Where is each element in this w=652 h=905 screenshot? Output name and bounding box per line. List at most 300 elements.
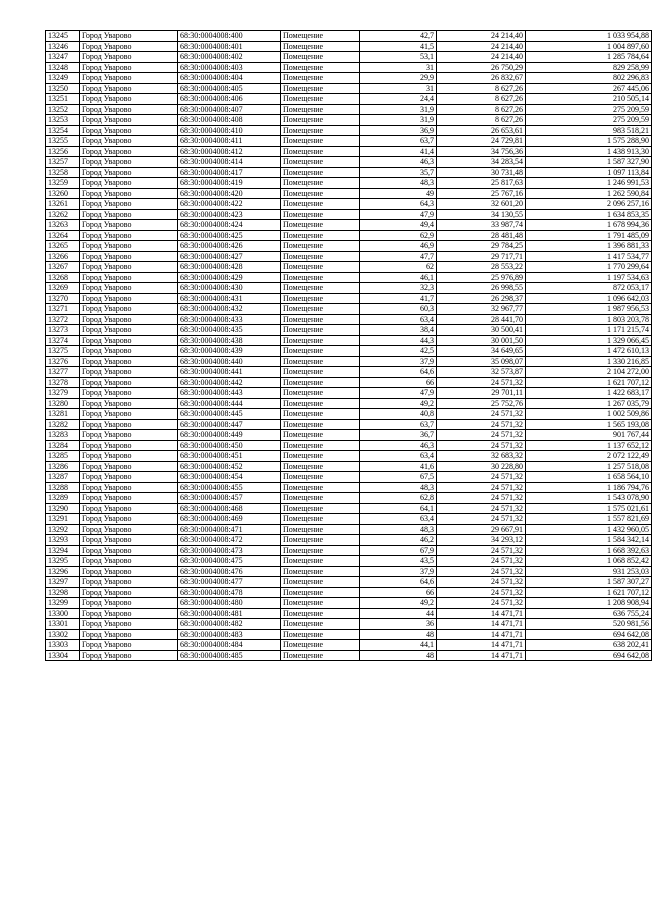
cell-cadastral-value: 694 642,08 <box>526 629 652 640</box>
cell-city: Город Уварово <box>80 178 178 189</box>
cell-cadastral-value: 931 253,03 <box>526 566 652 577</box>
cell-cadastral-value: 1 575 021,61 <box>526 503 652 514</box>
cell-cadastral-value: 1 004 897,60 <box>526 41 652 52</box>
cell-cadastral-value: 1 472 610,13 <box>526 346 652 357</box>
cell-city: Город Уварово <box>80 251 178 262</box>
cell-object-type: Помещение <box>281 503 360 514</box>
cell-cadastral-value: 1 803 203,78 <box>526 314 652 325</box>
table-row <box>46 451 652 462</box>
cell-object-type: Помещение <box>281 178 360 189</box>
cell-area: 32,3 <box>360 283 437 294</box>
cell-cadastral-number: 68:30:0004008:469 <box>178 514 281 525</box>
cell-unit-value: 30 001,50 <box>437 335 526 346</box>
cell-row-number: 13250 <box>46 83 80 94</box>
cell-unit-value: 30 731,48 <box>437 167 526 178</box>
cell-cadastral-value: 1 432 960,05 <box>526 524 652 535</box>
cell-row-number: 13277 <box>46 367 80 378</box>
cell-cadastral-number: 68:30:0004008:431 <box>178 293 281 304</box>
cell-row-number: 13262 <box>46 209 80 220</box>
cell-cadastral-value: 1 330 216,85 <box>526 356 652 367</box>
cell-area: 62,9 <box>360 230 437 241</box>
cell-cadastral-number: 68:30:0004008:476 <box>178 566 281 577</box>
cell-cadastral-value: 1 575 288,90 <box>526 136 652 147</box>
cell-cadastral-value: 1 438 913,30 <box>526 146 652 157</box>
cell-cadastral-number: 68:30:0004008:445 <box>178 409 281 420</box>
cell-area: 62 <box>360 262 437 273</box>
cell-cadastral-number: 68:30:0004008:471 <box>178 524 281 535</box>
cell-unit-value: 34 649,65 <box>437 346 526 357</box>
cell-unit-value: 24 571,32 <box>437 409 526 420</box>
cell-cadastral-value: 1 197 534,63 <box>526 272 652 283</box>
table-row <box>46 41 652 52</box>
table-row <box>46 241 652 252</box>
cell-row-number: 13295 <box>46 556 80 567</box>
cell-cadastral-value: 1 678 994,36 <box>526 220 652 231</box>
table-row <box>46 650 652 661</box>
cell-object-type: Помещение <box>281 199 360 210</box>
cell-row-number: 13254 <box>46 125 80 136</box>
table-row <box>46 461 652 472</box>
cell-cadastral-number: 68:30:0004008:468 <box>178 503 281 514</box>
cell-row-number: 13302 <box>46 629 80 640</box>
cell-cadastral-value: 1 770 299,64 <box>526 262 652 273</box>
cell-object-type: Помещение <box>281 650 360 661</box>
table-row <box>46 503 652 514</box>
cell-cadastral-value: 636 755,24 <box>526 608 652 619</box>
cell-row-number: 13256 <box>46 146 80 157</box>
cell-cadastral-value: 802 296,83 <box>526 73 652 84</box>
cell-city: Город Уварово <box>80 199 178 210</box>
cell-cadastral-value: 1 634 853,35 <box>526 209 652 220</box>
cell-cadastral-number: 68:30:0004008:485 <box>178 650 281 661</box>
cell-object-type: Помещение <box>281 188 360 199</box>
cell-city: Город Уварово <box>80 94 178 105</box>
cell-unit-value: 24 571,32 <box>437 598 526 609</box>
table-row <box>46 199 652 210</box>
cell-cadastral-value: 1 417 534,77 <box>526 251 652 262</box>
cell-area: 67,9 <box>360 545 437 556</box>
table-row <box>46 377 652 388</box>
cell-row-number: 13245 <box>46 31 80 42</box>
cell-unit-value: 8 627,26 <box>437 83 526 94</box>
cell-area: 66 <box>360 587 437 598</box>
cell-cadastral-number: 68:30:0004008:449 <box>178 430 281 441</box>
table-row <box>46 94 652 105</box>
cell-area: 49,4 <box>360 220 437 231</box>
cell-area: 38,4 <box>360 325 437 336</box>
table-row <box>46 367 652 378</box>
cell-area: 49 <box>360 188 437 199</box>
cell-area: 31,9 <box>360 104 437 115</box>
cell-city: Город Уварово <box>80 577 178 588</box>
cell-area: 36 <box>360 619 437 630</box>
cell-row-number: 13269 <box>46 283 80 294</box>
cell-cadastral-number: 68:30:0004008:452 <box>178 461 281 472</box>
cell-city: Город Уварово <box>80 461 178 472</box>
cell-cadastral-value: 1 171 215,74 <box>526 325 652 336</box>
cell-city: Город Уварово <box>80 545 178 556</box>
cell-cadastral-number: 68:30:0004008:408 <box>178 115 281 126</box>
cell-city: Город Уварово <box>80 430 178 441</box>
cell-area: 42,7 <box>360 31 437 42</box>
cell-area: 36,9 <box>360 125 437 136</box>
cell-cadastral-number: 68:30:0004008:441 <box>178 367 281 378</box>
cell-cadastral-number: 68:30:0004008:457 <box>178 493 281 504</box>
cell-city: Город Уварово <box>80 167 178 178</box>
cell-object-type: Помещение <box>281 440 360 451</box>
cell-cadastral-number: 68:30:0004008:427 <box>178 251 281 262</box>
cell-row-number: 13249 <box>46 73 80 84</box>
cell-cadastral-number: 68:30:0004008:425 <box>178 230 281 241</box>
cell-row-number: 13255 <box>46 136 80 147</box>
cell-area: 63,4 <box>360 514 437 525</box>
cell-area: 41,4 <box>360 146 437 157</box>
cell-cadastral-number: 68:30:0004008:435 <box>178 325 281 336</box>
cell-unit-value: 8 627,26 <box>437 94 526 105</box>
cell-object-type: Помещение <box>281 304 360 315</box>
cell-city: Город Уварово <box>80 325 178 336</box>
cell-cadastral-value: 275 209,59 <box>526 115 652 126</box>
cell-object-type: Помещение <box>281 241 360 252</box>
cell-row-number: 13265 <box>46 241 80 252</box>
cell-row-number: 13293 <box>46 535 80 546</box>
cell-area: 41,7 <box>360 293 437 304</box>
cell-city: Город Уварово <box>80 31 178 42</box>
cell-area: 36,7 <box>360 430 437 441</box>
cell-unit-value: 24 571,32 <box>437 503 526 514</box>
table-row <box>46 419 652 430</box>
cell-cadastral-number: 68:30:0004008:401 <box>178 41 281 52</box>
cell-object-type: Помещение <box>281 451 360 462</box>
cell-cadastral-value: 1 621 707,12 <box>526 377 652 388</box>
cell-cadastral-value: 2 096 257,16 <box>526 199 652 210</box>
cell-cadastral-number: 68:30:0004008:407 <box>178 104 281 115</box>
cell-cadastral-number: 68:30:0004008:410 <box>178 125 281 136</box>
cell-cadastral-number: 68:30:0004008:475 <box>178 556 281 567</box>
cell-object-type: Помещение <box>281 62 360 73</box>
cell-object-type: Помещение <box>281 398 360 409</box>
cell-row-number: 13281 <box>46 409 80 420</box>
cell-area: 41,6 <box>360 461 437 472</box>
cell-cadastral-number: 68:30:0004008:440 <box>178 356 281 367</box>
cell-object-type: Помещение <box>281 493 360 504</box>
table-row <box>46 272 652 283</box>
cell-cadastral-number: 68:30:0004008:450 <box>178 440 281 451</box>
cell-row-number: 13300 <box>46 608 80 619</box>
cell-cadastral-value: 1 587 307,27 <box>526 577 652 588</box>
cell-cadastral-value: 872 053,17 <box>526 283 652 294</box>
cell-object-type: Помещение <box>281 545 360 556</box>
cell-unit-value: 24 571,32 <box>437 556 526 567</box>
cell-area: 43,5 <box>360 556 437 567</box>
table-row <box>46 167 652 178</box>
cell-city: Город Уварово <box>80 346 178 357</box>
cell-row-number: 13252 <box>46 104 80 115</box>
cell-city: Город Уварово <box>80 209 178 220</box>
cell-object-type: Помещение <box>281 619 360 630</box>
cell-unit-value: 24 571,32 <box>437 545 526 556</box>
cell-unit-value: 24 214,40 <box>437 52 526 63</box>
cell-cadastral-number: 68:30:0004008:411 <box>178 136 281 147</box>
cell-cadastral-value: 1 285 784,64 <box>526 52 652 63</box>
cell-area: 24,4 <box>360 94 437 105</box>
cell-area: 31,9 <box>360 115 437 126</box>
cell-cadastral-value: 2 072 122,49 <box>526 451 652 462</box>
cell-row-number: 13299 <box>46 598 80 609</box>
table-row <box>46 346 652 357</box>
cell-cadastral-number: 68:30:0004008:481 <box>178 608 281 619</box>
cell-row-number: 13292 <box>46 524 80 535</box>
cell-unit-value: 24 729,81 <box>437 136 526 147</box>
table-row <box>46 230 652 241</box>
cell-cadastral-number: 68:30:0004008:405 <box>178 83 281 94</box>
cell-cadastral-number: 68:30:0004008:472 <box>178 535 281 546</box>
cell-row-number: 13246 <box>46 41 80 52</box>
cell-unit-value: 33 987,74 <box>437 220 526 231</box>
cell-city: Город Уварово <box>80 650 178 661</box>
cell-cadastral-value: 1 587 327,90 <box>526 157 652 168</box>
cell-object-type: Помещение <box>281 293 360 304</box>
cell-object-type: Помещение <box>281 83 360 94</box>
cell-city: Город Уварово <box>80 283 178 294</box>
cell-row-number: 13285 <box>46 451 80 462</box>
cell-area: 63,7 <box>360 136 437 147</box>
cell-object-type: Помещение <box>281 209 360 220</box>
cell-object-type: Помещение <box>281 220 360 231</box>
cell-city: Город Уварово <box>80 472 178 483</box>
cell-city: Город Уварово <box>80 409 178 420</box>
cell-cadastral-number: 68:30:0004008:444 <box>178 398 281 409</box>
table-row <box>46 472 652 483</box>
cell-row-number: 13288 <box>46 482 80 493</box>
cell-object-type: Помещение <box>281 94 360 105</box>
cell-cadastral-value: 1 543 078,90 <box>526 493 652 504</box>
table-row <box>46 262 652 273</box>
cell-area: 66 <box>360 377 437 388</box>
cell-unit-value: 14 471,71 <box>437 650 526 661</box>
cell-area: 46,1 <box>360 272 437 283</box>
cell-unit-value: 24 214,40 <box>437 31 526 42</box>
cell-unit-value: 24 571,32 <box>437 566 526 577</box>
cell-cadastral-number: 68:30:0004008:433 <box>178 314 281 325</box>
cell-cadastral-number: 68:30:0004008:477 <box>178 577 281 588</box>
cell-cadastral-number: 68:30:0004008:447 <box>178 419 281 430</box>
cell-row-number: 13263 <box>46 220 80 231</box>
cell-unit-value: 28 481,48 <box>437 230 526 241</box>
table-row <box>46 314 652 325</box>
table-row <box>46 535 652 546</box>
cell-row-number: 13289 <box>46 493 80 504</box>
cell-city: Город Уварово <box>80 419 178 430</box>
table-row <box>46 125 652 136</box>
cell-city: Город Уварово <box>80 146 178 157</box>
cell-area: 41,5 <box>360 41 437 52</box>
cell-cadastral-value: 1 257 518,08 <box>526 461 652 472</box>
cell-area: 53,1 <box>360 52 437 63</box>
cell-cadastral-number: 68:30:0004008:454 <box>178 472 281 483</box>
cell-area: 62,8 <box>360 493 437 504</box>
table-row <box>46 73 652 84</box>
cell-area: 37,9 <box>360 566 437 577</box>
cell-cadastral-number: 68:30:0004008:400 <box>178 31 281 42</box>
table-row <box>46 335 652 346</box>
cell-cadastral-value: 1 033 954,88 <box>526 31 652 42</box>
cell-unit-value: 25 752,76 <box>437 398 526 409</box>
cell-unit-value: 26 298,37 <box>437 293 526 304</box>
cell-city: Город Уварово <box>80 62 178 73</box>
cell-area: 44,3 <box>360 335 437 346</box>
cell-city: Город Уварово <box>80 125 178 136</box>
cell-unit-value: 32 683,32 <box>437 451 526 462</box>
table-row <box>46 31 652 42</box>
cell-cadastral-value: 1 396 881,33 <box>526 241 652 252</box>
cell-cadastral-value: 275 209,59 <box>526 104 652 115</box>
cell-row-number: 13258 <box>46 167 80 178</box>
cell-row-number: 13275 <box>46 346 80 357</box>
cell-unit-value: 25 817,63 <box>437 178 526 189</box>
cell-row-number: 13257 <box>46 157 80 168</box>
cell-cadastral-value: 1 621 707,12 <box>526 587 652 598</box>
table-row <box>46 640 652 651</box>
cell-area: 63,4 <box>360 314 437 325</box>
cell-cadastral-value: 1 422 683,17 <box>526 388 652 399</box>
cell-object-type: Помещение <box>281 335 360 346</box>
cell-area: 46,2 <box>360 535 437 546</box>
cell-cadastral-value: 1 557 821,69 <box>526 514 652 525</box>
cell-object-type: Помещение <box>281 115 360 126</box>
cell-object-type: Помещение <box>281 577 360 588</box>
cell-area: 47,9 <box>360 209 437 220</box>
cell-area: 29,9 <box>360 73 437 84</box>
cell-area: 40,8 <box>360 409 437 420</box>
cell-city: Город Уварово <box>80 83 178 94</box>
cell-row-number: 13276 <box>46 356 80 367</box>
cell-row-number: 13247 <box>46 52 80 63</box>
cell-city: Город Уварово <box>80 314 178 325</box>
cell-cadastral-number: 68:30:0004008:404 <box>178 73 281 84</box>
table-row <box>46 598 652 609</box>
cell-city: Город Уварово <box>80 73 178 84</box>
cell-unit-value: 35 098,07 <box>437 356 526 367</box>
table-row <box>46 482 652 493</box>
cell-city: Город Уварово <box>80 304 178 315</box>
cell-object-type: Помещение <box>281 598 360 609</box>
cell-cadastral-value: 1 565 193,08 <box>526 419 652 430</box>
cell-city: Город Уварово <box>80 293 178 304</box>
cell-area: 42,5 <box>360 346 437 357</box>
cell-area: 31 <box>360 62 437 73</box>
cell-object-type: Помещение <box>281 52 360 63</box>
cell-city: Город Уварово <box>80 503 178 514</box>
cell-city: Город Уварово <box>80 262 178 273</box>
cell-city: Город Уварово <box>80 524 178 535</box>
table-row <box>46 398 652 409</box>
table-body <box>46 31 652 661</box>
cell-cadastral-value: 983 518,21 <box>526 125 652 136</box>
cell-cadastral-value: 2 104 272,00 <box>526 367 652 378</box>
table-row <box>46 430 652 441</box>
cell-city: Город Уварово <box>80 388 178 399</box>
cell-cadastral-value: 901 767,44 <box>526 430 652 441</box>
table-row <box>46 524 652 535</box>
cell-area: 31 <box>360 83 437 94</box>
cell-row-number: 13290 <box>46 503 80 514</box>
table-row <box>46 577 652 588</box>
cell-city: Город Уварово <box>80 598 178 609</box>
cell-unit-value: 24 571,32 <box>437 472 526 483</box>
cell-city: Город Уварово <box>80 272 178 283</box>
cell-cadastral-value: 1 668 392,63 <box>526 545 652 556</box>
cell-city: Город Уварово <box>80 377 178 388</box>
cell-object-type: Помещение <box>281 430 360 441</box>
cell-row-number: 13283 <box>46 430 80 441</box>
table-row <box>46 566 652 577</box>
cell-object-type: Помещение <box>281 587 360 598</box>
cell-row-number: 13268 <box>46 272 80 283</box>
cell-area: 46,3 <box>360 157 437 168</box>
table-row <box>46 178 652 189</box>
cell-unit-value: 29 701,11 <box>437 388 526 399</box>
cell-row-number: 13274 <box>46 335 80 346</box>
cell-cadastral-number: 68:30:0004008:423 <box>178 209 281 220</box>
cell-cadastral-number: 68:30:0004008:417 <box>178 167 281 178</box>
table-row <box>46 304 652 315</box>
cell-unit-value: 24 571,32 <box>437 377 526 388</box>
cell-object-type: Помещение <box>281 325 360 336</box>
cell-unit-value: 8 627,26 <box>437 115 526 126</box>
cell-object-type: Помещение <box>281 472 360 483</box>
cell-row-number: 13303 <box>46 640 80 651</box>
cell-row-number: 13280 <box>46 398 80 409</box>
cell-city: Город Уварово <box>80 220 178 231</box>
cell-city: Город Уварово <box>80 104 178 115</box>
table-row <box>46 556 652 567</box>
table-row <box>46 608 652 619</box>
cell-cadastral-number: 68:30:0004008:443 <box>178 388 281 399</box>
cell-unit-value: 24 571,32 <box>437 419 526 430</box>
cell-cadastral-value: 1 208 908,94 <box>526 598 652 609</box>
cell-object-type: Помещение <box>281 262 360 273</box>
cell-object-type: Помещение <box>281 556 360 567</box>
cell-cadastral-number: 68:30:0004008:451 <box>178 451 281 462</box>
cell-unit-value: 30 500,41 <box>437 325 526 336</box>
cell-unit-value: 34 756,36 <box>437 146 526 157</box>
cell-cadastral-value: 1 329 066,45 <box>526 335 652 346</box>
cell-cadastral-number: 68:30:0004008:483 <box>178 629 281 640</box>
cell-area: 64,6 <box>360 367 437 378</box>
cell-unit-value: 14 471,71 <box>437 640 526 651</box>
cell-unit-value: 24 571,32 <box>437 482 526 493</box>
cell-cadastral-value: 1 987 956,53 <box>526 304 652 315</box>
cell-object-type: Помещение <box>281 640 360 651</box>
cell-unit-value: 24 571,32 <box>437 440 526 451</box>
cell-row-number: 13282 <box>46 419 80 430</box>
table-row <box>46 283 652 294</box>
cell-unit-value: 29 667,91 <box>437 524 526 535</box>
cell-unit-value: 29 717,71 <box>437 251 526 262</box>
cell-cadastral-number: 68:30:0004008:442 <box>178 377 281 388</box>
cell-unit-value: 26 832,67 <box>437 73 526 84</box>
cell-row-number: 13301 <box>46 619 80 630</box>
cell-object-type: Помещение <box>281 31 360 42</box>
cell-cadastral-value: 694 642,08 <box>526 650 652 661</box>
cell-row-number: 13291 <box>46 514 80 525</box>
cell-object-type: Помещение <box>281 146 360 157</box>
cell-row-number: 13253 <box>46 115 80 126</box>
cadastral-value-sheet <box>45 30 649 661</box>
cell-area: 63,7 <box>360 419 437 430</box>
cell-cadastral-value: 1 791 485,09 <box>526 230 652 241</box>
